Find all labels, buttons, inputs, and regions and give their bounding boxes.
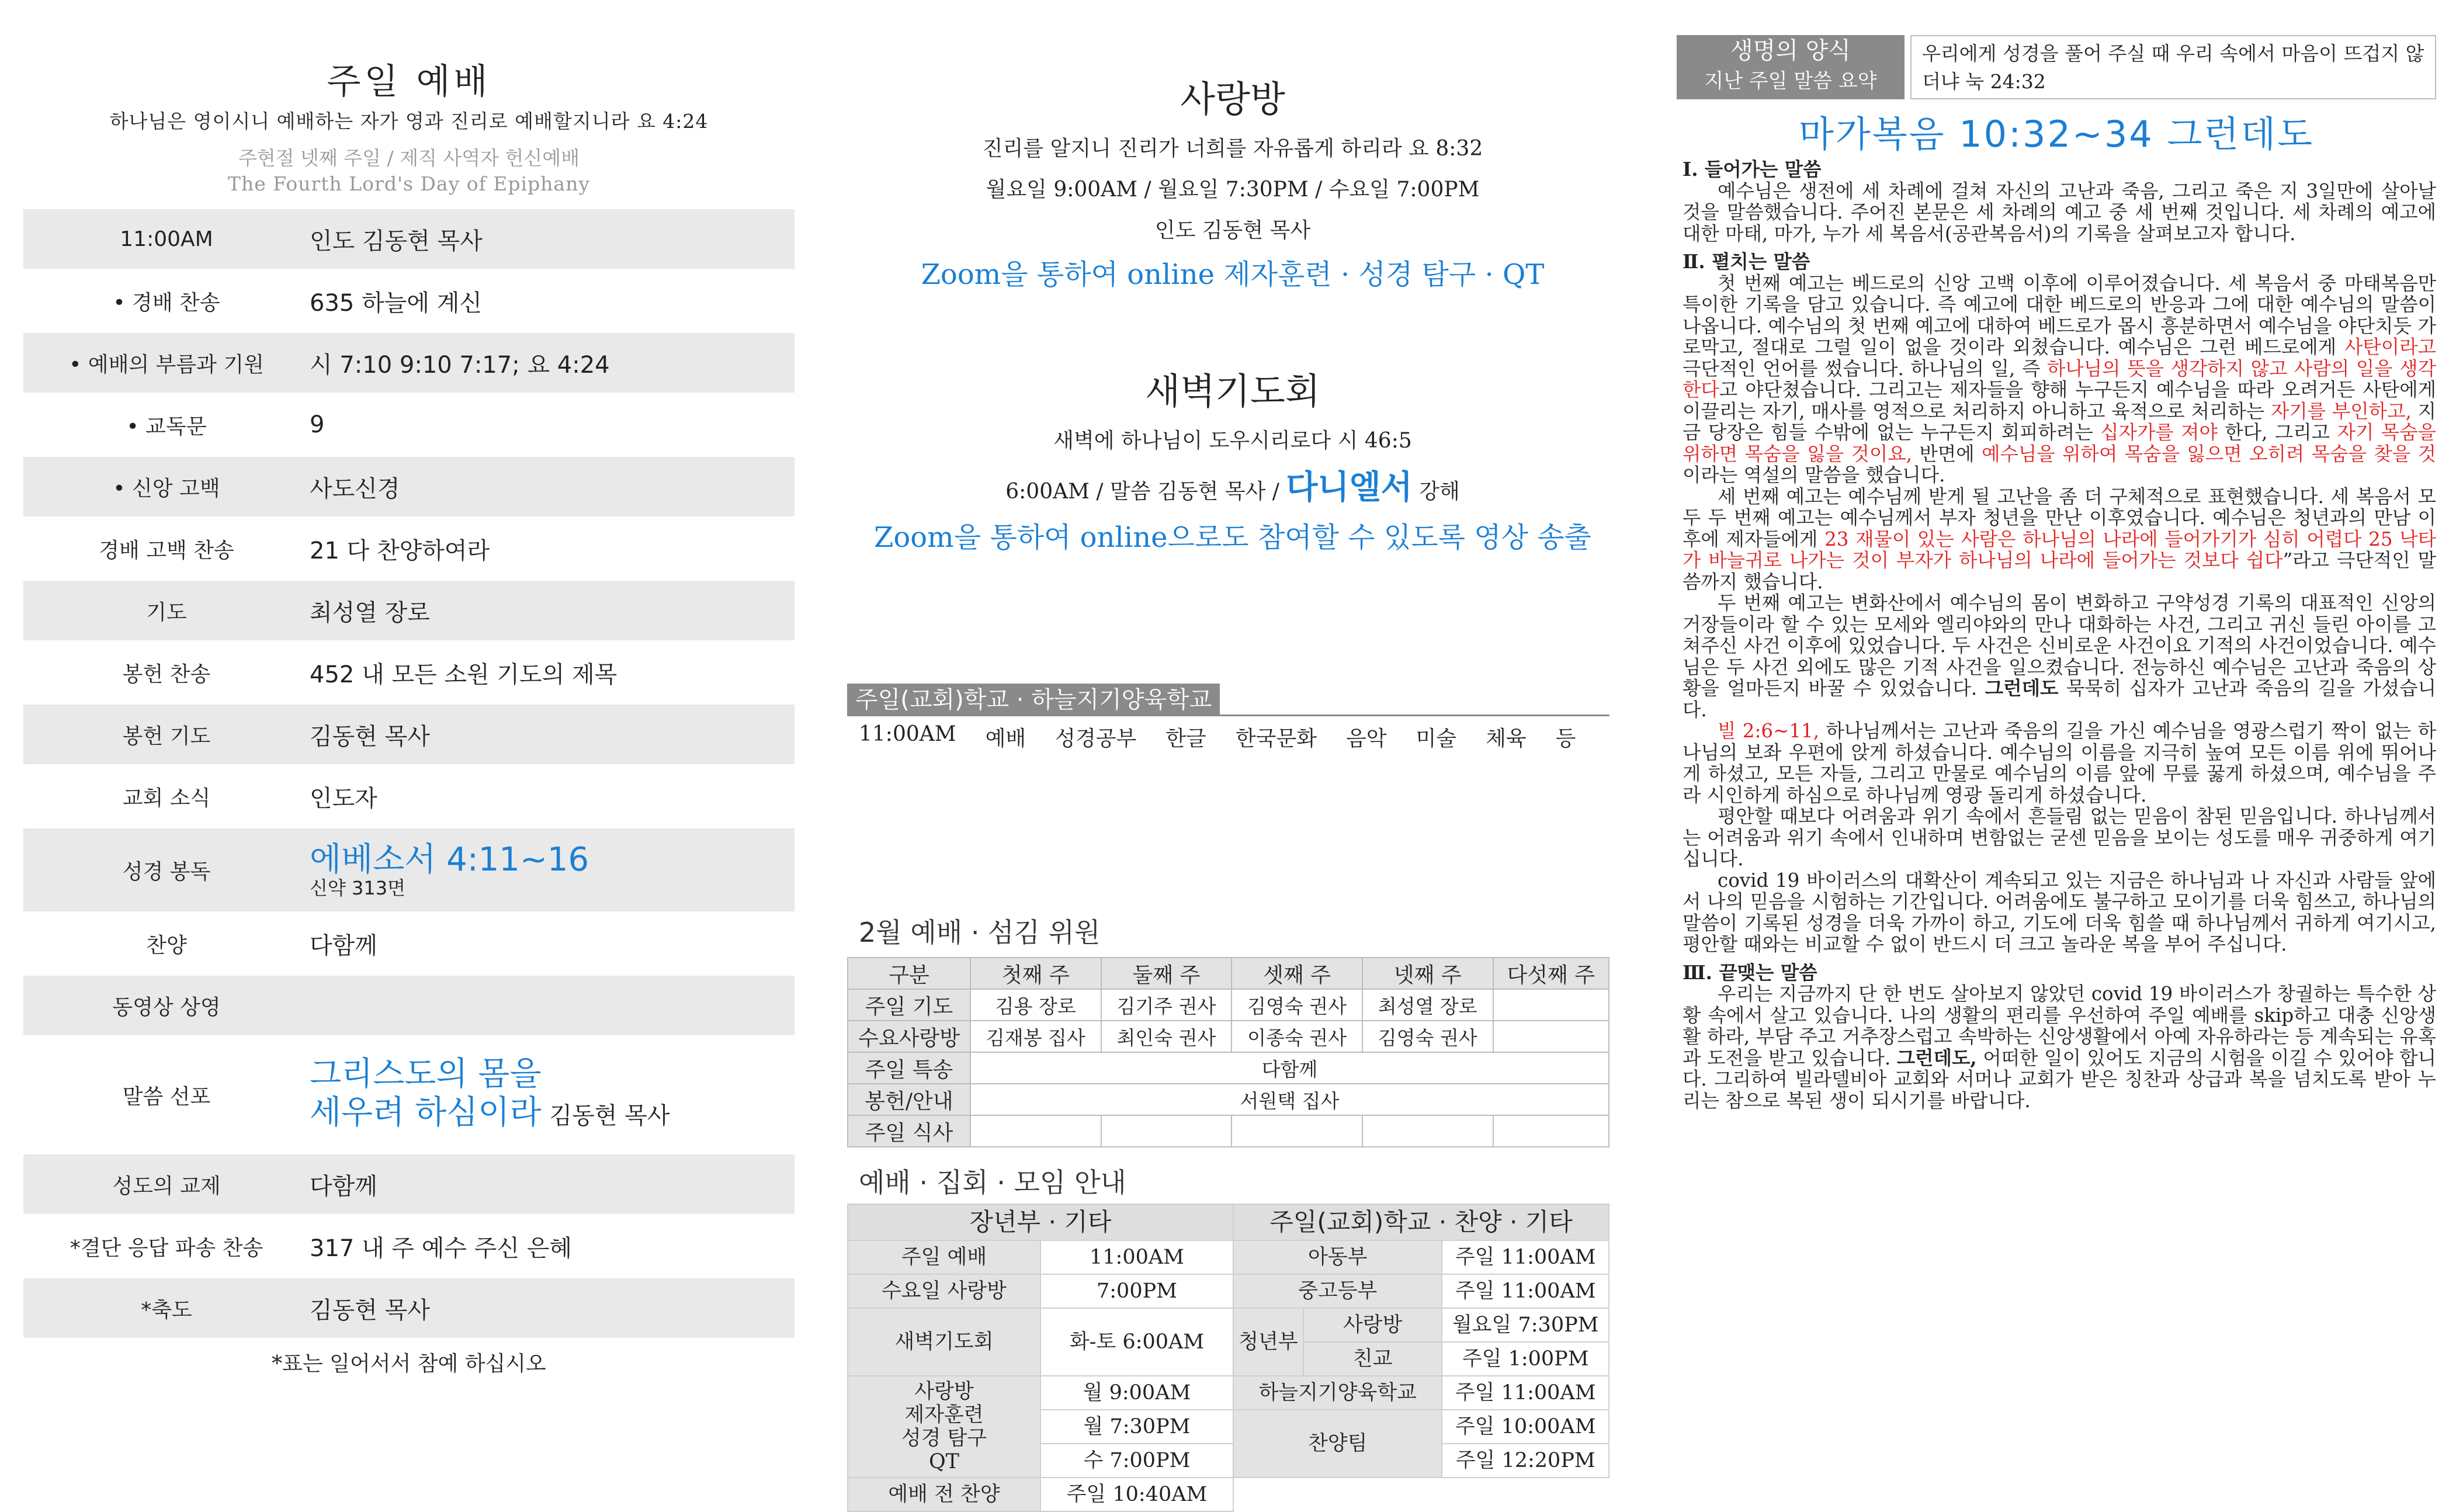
table-row [848, 1274, 1609, 1308]
order-row [23, 1278, 795, 1338]
table-cell: 월요일 7:30PM [1442, 1308, 1609, 1342]
order-label: 봉헌 찬송 [122, 662, 211, 686]
table-row [848, 1021, 1609, 1052]
order-label: 기도 [146, 600, 187, 625]
sarang-title: 사랑방 [1180, 78, 1285, 120]
table-cell [1493, 1021, 1609, 1052]
sermon-line-2 [310, 1094, 795, 1135]
worship-column [23, 58, 795, 1377]
table-row [848, 1115, 1609, 1147]
order-value: 시 7:10 9:10 7:17; 요 4:24 [310, 351, 610, 379]
highlight-text: 빌 2:6~11, [1718, 720, 1820, 742]
table-cell: 사랑방 제자훈련 성경 탐구 QT [848, 1376, 1040, 1478]
text-run: 우리는 지금까지 단 한 번도 살아보지 않았던 covid 19 바이러스가 창궐하는 특수한 상황 속에서 살고 있습니다. 나의 생활의 편리를 우선하여 주일 예배를 skip하고 대충 신앙생활 하라, 부담 주고 거추장스럽고 속박하는 신앙생활에서 아예 자유하라는 등 계속되는 유혹과 도전을 받고 있습니다. [1683, 983, 2436, 1069]
table-cell: 청년부 [1233, 1308, 1303, 1376]
table-header: 장년부 · 기타 [848, 1204, 1233, 1240]
school-item: 미술 [1416, 727, 1457, 751]
table-cell: 다함께 [970, 1052, 1609, 1084]
summary-verse: 우리에게 성경을 풀어 주실 때 우리 속에서 마음이 뜨겁지 않더냐 눅 24:32 [1910, 35, 2436, 99]
bible-page: 신약 313면 [310, 877, 405, 899]
table-cell: 7:00PM [1040, 1274, 1233, 1308]
order-label: 봉헌 기도 [122, 724, 211, 748]
table-cell: 주일 11:00AM [1442, 1274, 1609, 1308]
summary-title: 마가복음 10:32~34 그런데도 [1798, 113, 2315, 155]
dawn-online: Zoom을 통하여 online으로도 참여할 수 있도록 영상 송출 [874, 521, 1591, 554]
table-cell: 주일 예배 [848, 1240, 1040, 1274]
order-label: *결단 응답 파송 찬송 [70, 1236, 263, 1260]
order-row [23, 395, 795, 455]
table-cell: 주일 11:00AM [1442, 1240, 1609, 1274]
order-value: 최성열 장로 [310, 599, 430, 626]
table-cell: 월 9:00AM [1040, 1376, 1233, 1410]
dawn-title: 새벽기도회 [1145, 370, 1320, 412]
table-cell: 예배 전 찬양 [848, 1478, 1040, 1511]
order-label: 교회 소식 [122, 786, 211, 810]
paragraph [1683, 273, 2436, 486]
text-run: 지금 당장은 힘들 수밖에 없는 누구든지 회피하려는 [1683, 400, 2436, 443]
order-value: 다함께 [310, 932, 377, 959]
bible-passage: 에베소서 4:11~16 [310, 841, 589, 879]
school-item: 체육 [1486, 727, 1527, 751]
text-run: 반면에 [1919, 442, 1975, 465]
bible-reading [310, 842, 795, 898]
text-run: 세 번째 예고는 예수님께 받게 될 고난을 좀 더 구체적으로 표현했습니다. 세 복음서 모두 두 번째 예고는 예수님께서 부자 청년을 만난 이후였습니다. 예수님은 청년과의 만남 이후에 제자들에게 [1683, 485, 2436, 550]
table-cell: 이종숙 권사 [1232, 1021, 1362, 1052]
sarang-leader: 인도 김동현 목사 [1154, 219, 1311, 242]
sarang-times: 월요일 9:00AM / 월요일 7:30PM / 수요일 7:00PM [986, 178, 1480, 202]
highlight-text: 사탄이라고 [2344, 336, 2436, 358]
worship-subtitle-en: The Fourth Lord's Day of Epiphany [227, 172, 590, 195]
school-item: 등 [1555, 727, 1576, 751]
school-item: 11:00AM [859, 722, 956, 746]
paragraph [1683, 983, 2436, 1111]
table-cell: 화-토 6:00AM [1040, 1308, 1233, 1376]
table-cell: 친교 [1303, 1342, 1442, 1376]
school-item: 예배 [985, 727, 1026, 751]
paragraph [1683, 486, 2436, 593]
order-label: 찬양 [146, 933, 187, 958]
worship-subtitle: 주현절 넷째 주일 / 제직 사역자 헌신예배 [238, 147, 580, 169]
table-cell: 김용 장로 [970, 989, 1101, 1021]
table-header: 다섯째 주 [1493, 958, 1609, 989]
table-header: 넷째 주 [1362, 958, 1493, 989]
order-label: 성도의 교제 [112, 1174, 221, 1198]
table-cell: 김영숙 권사 [1232, 989, 1362, 1021]
paragraph [1683, 720, 2436, 806]
sermon-preacher: 김동현 목사 [549, 1102, 670, 1129]
highlight-text: 자기 목숨을 위하면 목숨을 잃을 것이요, [1683, 421, 2436, 465]
school-item: 음악 [1345, 727, 1387, 751]
order-label: • 경배 찬송 [113, 290, 220, 315]
sarang-verse: 진리를 알지니 진리가 너희를 자유롭게 하리라 요 8:32 [982, 137, 1483, 161]
bible-reading-row [23, 828, 795, 911]
sarang-online: Zoom을 통하여 online 제자훈련 · 성경 탐구 · QT [921, 258, 1545, 291]
table-cell [1362, 1115, 1493, 1147]
table-cell: 수 7:00PM [1040, 1444, 1233, 1478]
table-row [848, 1308, 1609, 1342]
highlight-text: 하나님의 뜻을 생각하지 않고 사람의 일을 생각한다 [1683, 357, 2436, 401]
table-cell: 최인숙 권사 [1101, 1021, 1232, 1052]
order-label: 성경 봉독 [122, 859, 211, 884]
order-value: 452 내 모든 소원 기도의 제목 [310, 661, 618, 688]
section-heading: Ⅰ. 들어가는 말씀 [1683, 158, 1822, 181]
table-cell [1101, 1115, 1232, 1147]
text-run: 한다, 그리고 [2225, 421, 2330, 443]
table-row [848, 1052, 1609, 1084]
dawn-verse: 새벽에 하나님이 도우시리로다 시 46:5 [1053, 429, 1412, 453]
text-run: 극단적인 언어를 썼습니다. 하나님의 일, 즉 [1683, 357, 2041, 380]
school-items [859, 722, 1605, 752]
table-cell: 주일 11:00AM [1442, 1376, 1609, 1410]
order-row [23, 271, 795, 331]
order-value: 9 [310, 411, 325, 438]
order-value: 317 내 주 예수 주신 은혜 [310, 1234, 573, 1262]
sermon-row [23, 1038, 795, 1152]
order-row [23, 767, 795, 826]
school-item: 한국문화 [1235, 727, 1317, 751]
bold-text: 그런데도 [1985, 677, 2059, 699]
table-cell: 김영숙 권사 [1362, 1021, 1493, 1052]
worship-title: 주일 예배 [327, 61, 491, 102]
order-row [23, 705, 795, 764]
table-cell: 주일 12:20PM [1442, 1444, 1609, 1478]
order-row [23, 519, 795, 578]
table-header: 셋째 주 [1232, 958, 1362, 989]
order-label: 11:00AM [120, 227, 213, 251]
table-cell: 11:00AM [1040, 1240, 1233, 1274]
services-title: 예배 · 집회 · 모임 안내 [859, 1167, 1126, 1198]
table-cell: 주일 10:00AM [1442, 1410, 1609, 1444]
order-label: • 교독문 [126, 414, 207, 439]
table-cell [1233, 1478, 1609, 1511]
dawn-time: 6:00AM / 말씀 김동현 목사 / [1005, 480, 1279, 504]
table-cell: 김재봉 집사 [970, 1021, 1101, 1052]
paragraph: 평안할 때보다 어려움과 위기 속에서 흔들림 없는 믿음이 참된 믿음입니다. 하나님께서는 어려움과 위기 속에서 인내하며 변함없는 굳센 믿음을 보이는 성도를 매우 귀중하게 여기십니다. [1683, 805, 2436, 870]
order-row [23, 914, 795, 973]
highlight-text: 십자가를 져야 [2100, 421, 2218, 443]
order-row [23, 643, 795, 702]
highlight-text: 자기를 부인하고, [2270, 400, 2412, 422]
highlight-text: 예수님을 위하여 목숨을 잃으면 오히려 목숨을 찾을 것 [1982, 442, 2436, 465]
table-header: 구분 [848, 958, 970, 989]
order-label: 경배 고백 찬송 [99, 538, 234, 563]
table-row [848, 1084, 1609, 1115]
text-run: 두 번째 예고는 변화산에서 예수님의 몸이 변화하고 구약성경 기록의 대표적인 신앙의 거장들이라 할 수 있는 모세와 엘리야와의 만나 대화하는 사건, 그리고 귀신 들린 아이를 고쳐주신 사건 이후에 있었습니다. 두 사건은 신비로운 사건이요 기적의 사건이었습니다. 예수님은 두 사건 외에도 많은 기적 사건을 일으켰습니다. 전능하신 예수님은 고난과 죽음의 상황을 얼마든지 바꿀 수 있었습니다. [1683, 592, 2436, 699]
row-label: 봉헌/안내 [848, 1084, 970, 1115]
table-cell [1493, 1115, 1609, 1147]
table-cell: 서원택 집사 [970, 1084, 1609, 1115]
school-heading-text: 주일(교회)학교 · 하늘지기양육학교 [847, 684, 1220, 716]
text-run: ”라고 극단적인 말씀까지 했습니다. [1683, 549, 2437, 593]
order-row [23, 581, 795, 640]
table-row [848, 1478, 1609, 1511]
order-value: 인도 김동현 목사 [310, 227, 483, 255]
paragraph: covid 19 바이러스의 대확산이 계속되고 있는 지금은 하나님과 나 자신과 사람들 앞에서 나의 믿음을 시험하는 기간입니다. 어려움에도 불구하고 모이기를 더욱 힘쓰고, 하나님의 말씀이 기록된 성경을 더욱 가까이 하고, 기도에 더욱 힘쓸 때 하나님께서 귀하게 여기시고, 평안할 때와는 비교할 수 없이 반드시 더 크고 놀라운 복을 부어 주십니다. [1683, 869, 2436, 955]
worship-verse: 하나님은 영이시니 예배하는 자가 영과 진리로 예배할지니라 요 4:24 [109, 110, 709, 133]
sermon-line-1: 그리스도의 몸을 [310, 1055, 542, 1093]
sermon-title [310, 1055, 795, 1135]
order-value: 김동현 목사 [310, 723, 430, 750]
bold-text: 그런데도, [1896, 1046, 1977, 1069]
text-run: 하나님께서는 고난과 죽음의 길을 가신 예수님을 영광스럽기 짝이 없는 하나님의 보좌 우편에 앉게 하셨습니다. 예수님의 이름을 지극히 높여 모든 이름 위에 뛰어나게 하셨고, 모든 자들, 그리고 만물로 예수님의 이름 앞에 무릎 꿇게 하셨으며, 예수님을 주라 시인하게 하심으로 하나님께 영광 돌리게 하셨습니다. [1683, 720, 2436, 806]
row-label: 주일 특송 [848, 1052, 970, 1084]
table-row [848, 1240, 1609, 1274]
sermon-line-2-text: 세우려 하심이라 [310, 1093, 542, 1132]
row-label: 주일 기도 [848, 989, 970, 1021]
meetings-column [847, 70, 1618, 1506]
order-row [23, 333, 795, 393]
order-value: 635 하늘에 계신 [310, 289, 482, 317]
order-value: 21 다 찬양하여라 [310, 537, 490, 564]
section-heading: Ⅱ. 펼치는 말씀 [1683, 250, 1810, 273]
table-cell: 월 7:30PM [1040, 1410, 1233, 1444]
summary-body [1683, 152, 2436, 1111]
order-label: 말씀 선포 [122, 1084, 211, 1109]
order-value: 사도신경 [310, 475, 400, 502]
table-cell: 사랑방 [1303, 1308, 1442, 1342]
order-value: 다함께 [310, 1173, 377, 1200]
text-run: 어떠한 일이 있어도 지금의 시험을 이길 수 있어야 합니다. 그리하여 빌라델비아 교회와 서머나 교회가 받은 칭찬과 상급과 복을 넘치도록 받아 누리는 참으로 복된 생이 되시기를 바랍니다. [1683, 1046, 2436, 1112]
order-label: 동영상 상영 [112, 995, 221, 1019]
highlight-text: 23 재물이 있는 사람은 하나님의 나라에 들어가기가 심히 어렵다 25 낙타가 바늘귀로 나가는 것이 부자가 하나님의 나라에 들어가는 것보다 쉽다 [1683, 528, 2436, 571]
table-cell [1493, 989, 1609, 1021]
duty-table [847, 957, 1609, 1147]
dawn-schedule [847, 462, 1618, 514]
table-cell [1232, 1115, 1362, 1147]
standing-footnote: *표는 일어서서 참예 하십시오 [272, 1352, 546, 1376]
worship-order-list [23, 209, 795, 1338]
school-item: 성경공부 [1055, 727, 1137, 751]
order-value: 인도자 [310, 785, 377, 812]
services-table [847, 1204, 1609, 1512]
table-cell: 중고등부 [1233, 1274, 1442, 1308]
table-row [848, 989, 1609, 1021]
paragraph: 예수님은 생전에 세 차례에 걸쳐 자신의 고난과 죽음, 그리고 죽은 지 3일만에 살아날 것을 말씀했습니다. 주어진 본문은 세 차례의 예고 중 세 번째 것입니다. 세 차례의 예고에 대한 마태, 마가, 누가 세 복음서(공관복음서)의 기록을 살펴보고자 합니다. [1683, 179, 2436, 245]
table-cell: 주일 1:00PM [1442, 1342, 1609, 1376]
section-heading: Ⅲ. 끝맺는 말씀 [1683, 960, 1817, 984]
dawn-book: 다니엘서 [1286, 469, 1413, 507]
dawn-suffix: 강해 [1419, 480, 1460, 504]
table-header-row [848, 1204, 1609, 1240]
order-label: • 예배의 부름과 기원 [69, 352, 264, 377]
row-label: 수요사랑방 [848, 1021, 970, 1052]
order-row [23, 976, 795, 1035]
text-run: 고 야단쳤습니다. 그리고는 제자들을 향해 누구든지 예수님을 따라 오려거든 사탄에게 이끌리는 자기, 매사를 영적으로 처리하지 아니하고 육적으로 처리하는 [1683, 379, 2436, 422]
duty-title: 2월 예배 · 섬김 위원 [859, 917, 1101, 948]
text-run: 이라는 역설의 말씀을 했습니다. [1683, 464, 1945, 486]
paragraph [1683, 592, 2436, 720]
summary-label-box [1677, 35, 1905, 99]
order-row [23, 1154, 795, 1214]
text-run: 묵묵히 십자가 고난과 죽음의 길을 가셨습니다. [1683, 677, 2437, 721]
order-row [23, 209, 795, 269]
row-label: 주일 식사 [848, 1115, 970, 1147]
table-cell [970, 1115, 1101, 1147]
order-row [23, 457, 795, 516]
table-cell: 아동부 [1233, 1240, 1442, 1274]
order-value: 김동현 목사 [310, 1296, 430, 1324]
table-row [848, 1376, 1609, 1410]
table-cell: 새벽기도회 [848, 1308, 1040, 1376]
table-cell: 수요일 사랑방 [848, 1274, 1040, 1308]
order-row [23, 1216, 795, 1276]
table-cell: 주일 10:40AM [1040, 1478, 1233, 1511]
text-run: 첫 번째 예고는 베드로의 신앙 고백 이후에 이루어졌습니다. 세 복음서 중 마태복음만 특이한 기록을 담고 있습니다. 즉 예고에 대한 베드로의 반응과 그에 대한 예수님의 말씀이 나옵니다. 예수님의 첫 번째 예고에 대하여 베드로가 몹시 흥분하면서 예수님을 야단치듯 가로막고, 절대로 그럴 일이 없을 것이라 외쳤습니다. 예수님은 그런 베드로에게 [1683, 272, 2436, 358]
school-item: 한글 [1165, 727, 1206, 751]
summary-label: 생명의 양식 [1730, 37, 1851, 64]
summary-sublabel: 지난 주일 말씀 요약 [1704, 70, 1877, 93]
table-header: 둘째 주 [1101, 958, 1232, 989]
table-cell: 찬양팀 [1233, 1410, 1442, 1478]
school-heading [847, 684, 1609, 716]
table-cell: 최성열 장로 [1362, 989, 1493, 1021]
order-label: • 신앙 고백 [113, 476, 220, 501]
divider [847, 715, 1609, 716]
table-header-row [848, 958, 1609, 989]
table-header: 주일(교회)학교 · 찬양 · 기타 [1233, 1204, 1609, 1240]
table-header: 첫째 주 [970, 958, 1101, 989]
order-label: *축도 [141, 1298, 192, 1322]
table-cell: 김기주 권사 [1101, 989, 1232, 1021]
table-cell: 하늘지기양육학교 [1233, 1376, 1442, 1410]
